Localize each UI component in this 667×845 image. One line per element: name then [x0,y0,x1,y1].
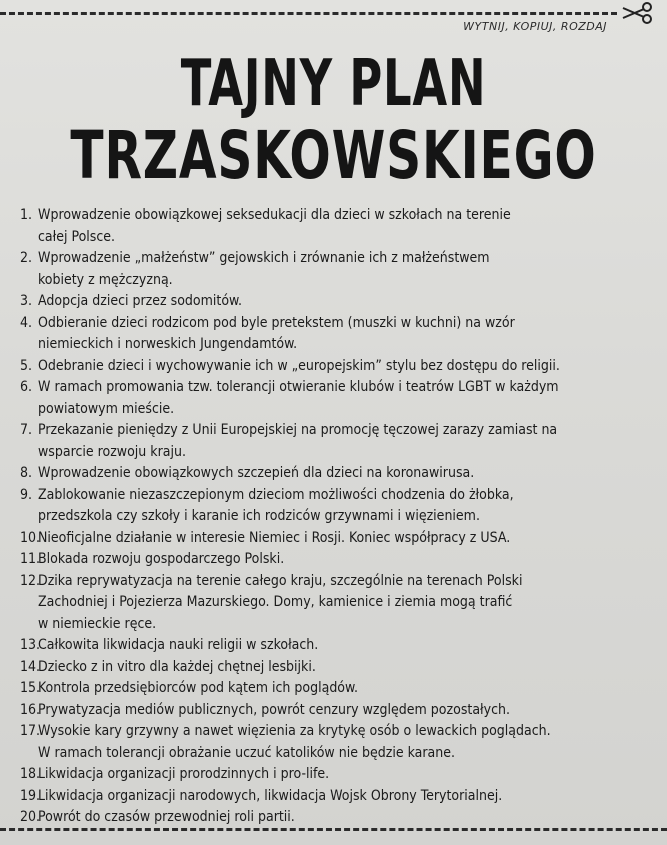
item-text: Odbieranie dzieci rodzicom pod byle pretekstem (muszki w kuchni) na wzór niemieckich i norweskich Jungendamtów. [38,314,515,352]
item-text: Kontrola przedsiębiorców pod kątem ich poglądów. [38,680,359,696]
item-text: Powrót do czasów przewodniej roli partii. [38,809,295,825]
item-text: W ramach promowania tzw. tolerancji otwieranie klubów i teatrów LGBT w każdym powiatowym mieście. [38,379,559,417]
item-text: Prywatyzacja mediów publicznych, powrót cenzury względem pozostałych. [38,701,510,718]
item-number: 9. [20,486,33,503]
list-item [20,657,660,679]
item-number: 15. [20,680,41,696]
list-item [20,205,660,248]
item-number: 10. [20,529,41,546]
list-item [20,313,660,356]
item-number: 1. [20,207,33,223]
cut-instruction-label: WYTNIJ, KOPIUJ, ROZDAJ [463,20,607,33]
item-text: Dziecko z in vitro dla każdej chętnej lesbijki. [38,658,316,675]
item-text: Wysokie kary grzywny a nawet więzienia za krytykę osób o lewackich poglądach. W ramach tolerancji obrażanie uczuć katolików nie będzie karane. [38,723,551,761]
list-item [20,248,660,291]
list-item [20,571,660,636]
item-number: 11. [20,551,41,567]
item-number: 13. [20,637,41,653]
list-item [20,377,660,420]
item-number: 16. [20,701,41,718]
item-text: Wprowadzenie „małżeństw” gejowskich i zrównanie ich z małżeństwem kobiety z mężczyzną. [38,250,490,288]
item-number: 2. [20,250,33,266]
list-item [20,549,660,571]
item-text: Dzika reprywatyzacja na terenie całego kraju, szczególnie na terenach Polski Zachodniej i Pojezierza Mazurskiego. Domy, kamienice i ziemia mogą trafić w niemieckie ręce. [38,572,523,632]
list-item [20,485,660,528]
item-text: Przekazanie pieniędzy z Unii Europejskiej na promocję tęczowej zarazy zamiast na wsparcie rozwoju kraju. [38,422,558,460]
item-text: Nieoficjalne działanie w interesie Niemiec i Rosji. Koniec współpracy z USA. [38,529,511,546]
cut-line-top [0,12,617,15]
list-item [20,700,660,722]
item-number: 4. [20,314,33,331]
item-number: 6. [20,379,33,395]
item-text: Blokada rozwoju gospodarczego Polski. [38,551,285,567]
list-item [20,291,660,313]
page-title-line-2: TRZASKOWSKIEGO [70,117,597,194]
item-text: Całkowita likwidacja nauki religii w szkołach. [38,637,319,653]
item-number: 5. [20,357,33,374]
item-text: Odebranie dzieci i wychowywanie ich w „europejskim” stylu bez dostępu do religii. [38,357,560,374]
item-text: Zablokowanie niezaszczepionym dzieciom możliwości chodzenia do żłobka, przedszkola czy szkoły i karanie ich rodziców grzywnami i więzieniem. [38,486,514,524]
item-number: 20. [20,809,41,825]
cut-line-bottom [0,828,667,831]
plan-list [20,205,660,829]
item-number: 14. [20,658,41,675]
list-item [20,678,660,700]
scissors-icon [619,1,653,25]
item-number: 18. [20,766,41,782]
item-number: 3. [20,293,33,309]
item-number: 7. [20,422,33,438]
list-item [20,356,660,378]
item-number: 17. [20,723,41,739]
item-text: Likwidacja organizacji prorodzinnych i pro-life. [38,766,330,782]
list-item [20,420,660,463]
item-number: 19. [20,787,41,804]
list-item [20,635,660,657]
list-item [20,528,660,550]
item-text: Wprowadzenie obowiązkowych szczepień dla dzieci na koronawirusa. [38,465,475,481]
list-item [20,721,660,764]
item-number: 12. [20,572,41,589]
list-item [20,764,660,786]
item-text: Likwidacja organizacji narodowych, likwidacja Wojsk Obrony Terytorialnej. [38,787,503,804]
list-item [20,807,660,829]
page-title-line-1: TAJNY PLAN [180,47,487,121]
item-text: Wprowadzenie obowiązkowej seksedukacji dla dzieci w szkołach na terenie całej Polsce. [38,207,511,245]
item-text: Adopcja dzieci przez sodomitów. [38,293,243,309]
list-item [20,463,660,485]
list-item [20,786,660,808]
item-number: 8. [20,465,33,481]
